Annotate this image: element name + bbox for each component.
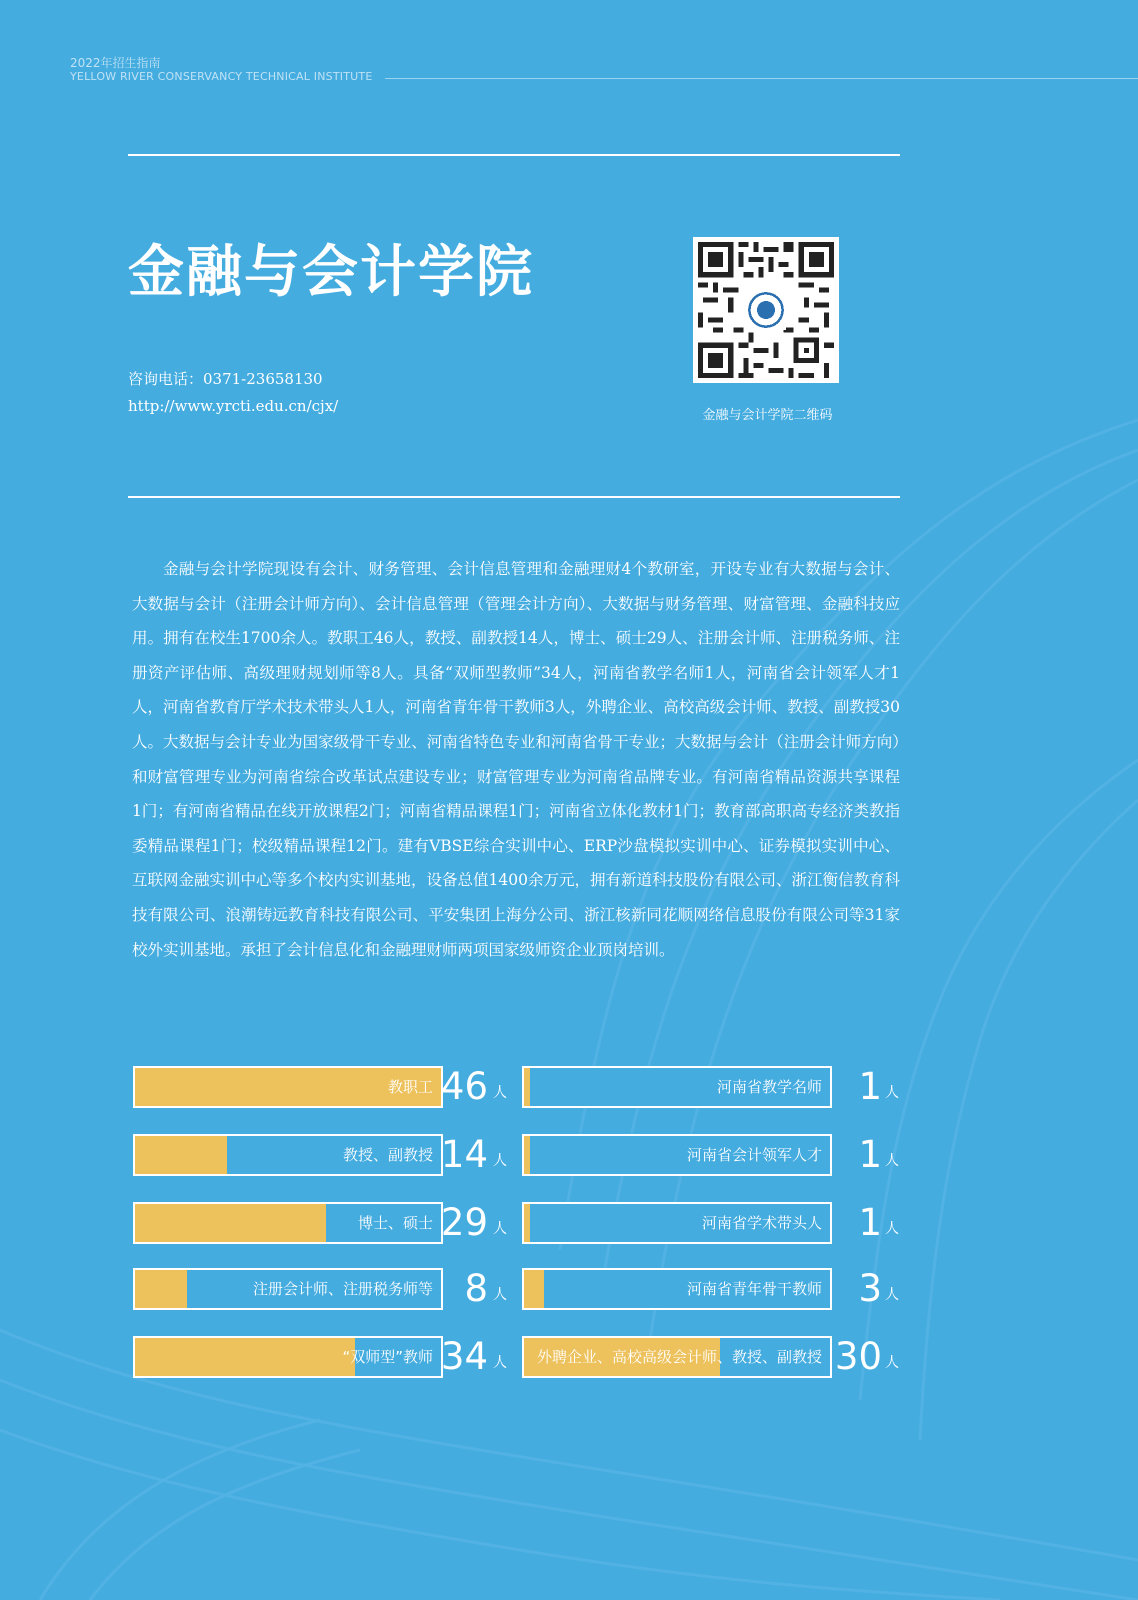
stat-bar-fill: [524, 1136, 530, 1174]
stat-label: 注册会计师、注册税务师等: [252, 1280, 433, 1298]
stat-row: [0, 1066, 1138, 1108]
stat-unit: 人: [885, 1287, 899, 1303]
stat-row: [0, 1134, 1138, 1176]
top-rule: [128, 154, 900, 156]
stat-unit: 人: [493, 1221, 507, 1237]
stat-label: 教职工: [387, 1078, 433, 1096]
stat-bar: [522, 1202, 832, 1244]
stat-label: 河南省会计领军人才: [686, 1146, 822, 1164]
stat-row: [0, 1268, 1138, 1310]
stat-label: 外聘企业、高校高级会计师、教授、副教授: [536, 1348, 822, 1366]
edition-label: 2022年招生指南: [70, 56, 161, 70]
stat-row: [0, 1336, 1138, 1378]
stat-label: 河南省教学名师: [716, 1078, 822, 1096]
stat-label: 教授、副教授: [342, 1146, 433, 1164]
middle-rule: [128, 496, 900, 498]
stat-value: 8: [464, 1267, 488, 1310]
header-divider: [385, 78, 1138, 79]
page-header: [70, 56, 372, 84]
stat-label: 河南省青年骨干教师: [686, 1280, 822, 1298]
stat-value: 3: [858, 1267, 882, 1310]
stat-bar-fill: [524, 1204, 530, 1242]
stat-row: [0, 1202, 1138, 1244]
stat-value: 1: [858, 1133, 882, 1176]
stat-bar-fill: [524, 1270, 544, 1308]
stat-unit: 人: [493, 1355, 507, 1371]
qr-caption: 金融与会计学院二维码: [702, 408, 833, 423]
stat-value: 34: [440, 1335, 488, 1378]
stat-unit: 人: [885, 1221, 899, 1237]
college-title: 金融与会计学院: [128, 240, 534, 305]
intro-paragraph: 金融与会计学院现设有会计、财务管理、会计信息管理和金融理财4个教研室，开设专业有大数据与会计、大数据与会计（注册会计师方向）、会计信息管理（管理会计方向）、大数据与财务管理、财富管理、金融科技应用。拥有在校生1700余人。教职工46人，教授、副教授14人，博士、硕士29人、注册会计师、注册税务师、注册资产评估师、高级理财规划师等8人。具备“双师型教师”34人，河南省教学名师1人，河南省会计领军人才1人，河南省教育厅学术技术带头人1人，河南省青年骨干教师3人，外聘企业、高校高级会计师、教授、副教授30人。大数据与会计专业为国家级骨干专业、河南省特色专业和河南省骨干专业；大数据与会计（注册会计师方向）和财富管理专业为河南省综合改革试点建设专业；财富管理专业为河南省品牌专业。有河南省精品资源共享课程1门；有河南省精品在线开放课程2门；河南省精品课程1门；河南省立体化教材1门；教育部高职高专经济类教指委精品课程1门；校级精品课程12门。建有VBSE综合实训中心、ERP沙盘模拟实训中心、证券模拟实训中心、互联网金融实训中心等多个校内实训基地，设备总值1400余万元，拥有新道科技股份有限公司、浙江衡信教育科技有限公司、浪潮铸远教育科技有限公司、平安集团上海分公司、浙江核新同花顺网络信息股份有限公司等31家校外实训基地。承担了会计信息化和金融理财师两项国家级师资企业顶岗培训。: [132, 560, 900, 959]
stat-bar: [522, 1268, 832, 1310]
qr-code: [693, 237, 839, 383]
stat-label: 河南省学术带头人: [701, 1214, 822, 1232]
institute-name: YELLOW RIVER CONSERVANCY TECHNICAL INSTITUTE: [70, 70, 373, 83]
stat-value: 1: [858, 1201, 882, 1244]
stat-unit: 人: [885, 1153, 899, 1169]
stat-bar: [522, 1336, 832, 1378]
stat-value: 46: [440, 1065, 488, 1108]
stat-label: 博士、硕士: [357, 1214, 433, 1232]
stat-unit: 人: [493, 1287, 507, 1303]
website-link[interactable]: http://www.yrcti.edu.cn/cjx/: [128, 397, 339, 415]
stat-unit: 人: [885, 1355, 899, 1371]
stat-bar: [522, 1066, 832, 1108]
stat-label: “双师型”教师: [342, 1348, 433, 1366]
stat-unit: 人: [493, 1153, 507, 1169]
stat-value: 14: [440, 1133, 488, 1176]
stat-value: 30: [834, 1335, 882, 1378]
stat-unit: 人: [885, 1085, 899, 1101]
stat-bar: [522, 1134, 832, 1176]
contact-block: [128, 366, 338, 420]
stat-unit: 人: [493, 1085, 507, 1101]
stat-value: 1: [858, 1065, 882, 1108]
stat-bar-fill: [524, 1068, 530, 1106]
phone-line: 咨询电话：0371-23658130: [128, 370, 323, 388]
stat-value: 29: [440, 1201, 488, 1244]
